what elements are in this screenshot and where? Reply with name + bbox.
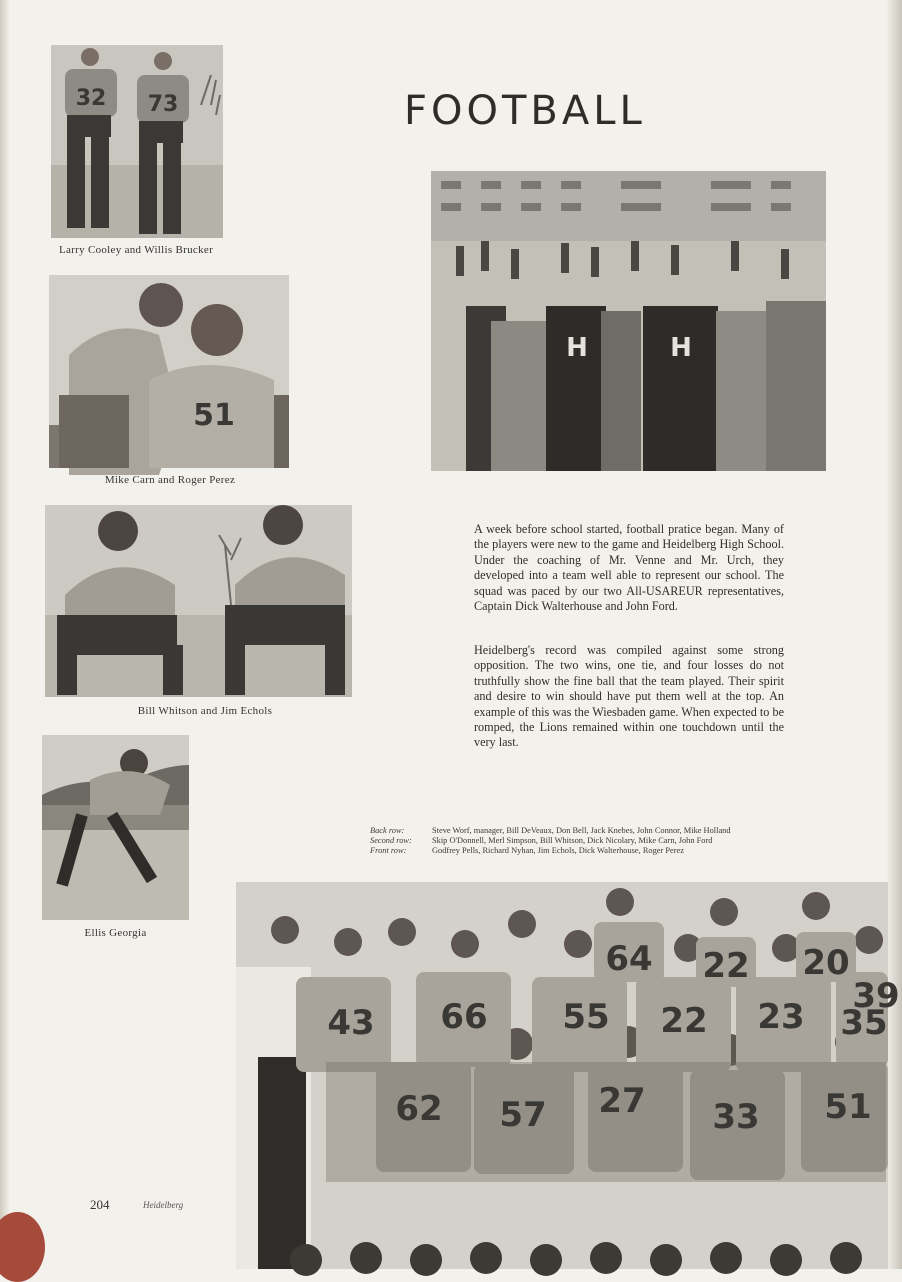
jersey-number: 66 [440,997,488,1037]
jersey-number: 51 [824,1087,872,1127]
row-label: Back row: [370,826,405,835]
page-corner-mark [0,1212,45,1282]
row-names: Steve Worf, manager, Bill DeVeaux, Don Bell, Jack Knebes, John Connor, Mike Holland [432,826,731,835]
row-names: Skip O'Donnell, Merl Simpson, Bill Whitson, Dick Nicolary, Mike Carn, John Ford [432,836,713,845]
photo-sideline [431,171,826,471]
jersey-number: 33 [712,1097,760,1137]
jersey-number: 64 [605,939,653,979]
page-edge-right [886,0,902,1269]
row-label: Second row: [370,836,412,845]
book-title: Heidelberg [143,1200,184,1210]
cape-letter: H [670,333,692,363]
photo-team [236,882,900,1269]
jersey-number: 55 [562,997,610,1037]
row-label: Front row: [370,846,407,855]
jersey-number: 27 [598,1081,646,1121]
caption-carn-perez: Mike Carn and Roger Perez [104,474,236,486]
team-roster [370,826,820,856]
roster-row-front [370,846,820,856]
row-names: Godfrey Pells, Richard Nyhan, Jim Echols, Dick Walterhouse, Roger Perez [432,846,684,855]
photo-ellis-georgia [42,735,189,920]
body-paragraph-2: Heidelberg's record was compiled against some strong opposition. The two wins, one tie, and four losses do not truthfully show the fine ball that the team played. Their spirit and desire to win should have put them well at the top. An example of this was the Wiesbaden game. When expected to be romped, the Lions remained within one touchdown until the very last. [474,643,784,750]
jersey-number: 35 [840,1003,888,1043]
jersey-number: 51 [193,398,235,433]
page-number: 204 [90,1197,110,1212]
body-paragraph-1: A week before school started, football pratice began. Many of the players were new to the game and Heidelberg High School. Under the coaching of Mr. Venne and Mr. Urch, they developed into a team well able to represent our school. The squad was paced by our two All-USAREUR representatives, Captain Dick Walterhouse and John Ford. [474,522,784,614]
jersey-number: 39 [852,976,900,1016]
jersey-number: 32 [75,86,107,111]
jersey-number: 20 [802,943,850,983]
jersey-number: 22 [660,1001,708,1041]
jersey-number: 43 [327,1003,375,1043]
jersey-number: 57 [499,1095,547,1135]
roster-row-back [370,826,820,836]
page-title: FOOTBALL [404,88,646,134]
photo-carn-perez [49,275,289,468]
jersey-number: 73 [147,92,179,117]
cape-letter: H [566,333,588,363]
page-edge-left [0,0,10,1269]
photo-cooley-brucker [51,45,223,238]
caption-cooley-brucker: Larry Cooley and Willis Brucker [58,244,214,256]
jersey-number: 22 [702,946,750,986]
jersey-number: 23 [757,997,805,1037]
photo-whitson-echols [45,505,352,697]
caption-whitson-echols: Bill Whitson and Jim Echols [137,705,273,717]
caption-ellis-georgia: Ellis Georgia [84,927,147,939]
jersey-number: 62 [395,1089,443,1129]
roster-row-second [370,836,820,846]
